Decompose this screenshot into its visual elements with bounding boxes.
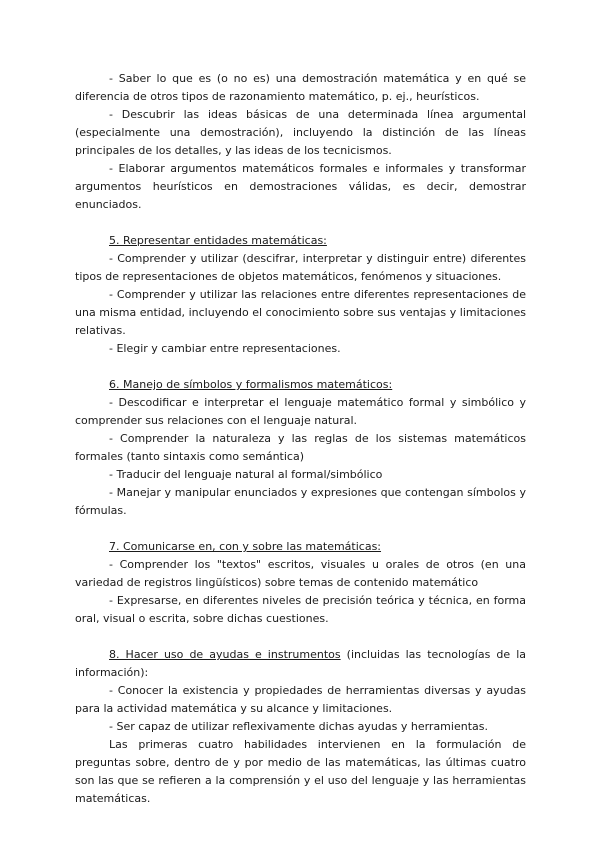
section-7-item: - Expresarse, en diferentes niveles de precisión teórica y técnica, en forma oral, visual o escrita, sobre dichas cuestiones. (75, 594, 526, 625)
intro-item: - Saber lo que es (o no es) una demostración matemática y en qué se diferencia de otros tipos de razonamiento matemático, p. ej., heurísticos. (75, 72, 526, 103)
closing-paragraph: Las primeras cuatro habilidades intervienen en la formulación de preguntas sobre, dentro de y por medio de las matemáticas, las últimas cuatro son las que se refieren a la comprensión y el uso del lenguaje y las herramientas matemáticas. (75, 738, 526, 805)
intro-item: - Descubrir las ideas básicas de una determinada línea argumental (especialmente una demostración), incluyendo la distinción de las líneas principales de los detalles, y las ideas de los tecnicismos. (75, 108, 526, 157)
section-5-heading: 5. Representar entidades matemáticas: (109, 234, 327, 247)
intro-item: - Elaborar argumentos matemáticos formales e informales y transformar argumentos heurísticos en demostraciones válidas, es decir, demostrar enunciados. (75, 162, 526, 211)
section-8-item: - Ser capaz de utilizar reflexivamente dichas ayudas y herramientas. (109, 720, 488, 733)
section-8-heading: 8. Hacer uso de ayudas e instrumentos (109, 648, 341, 661)
section-6-item: - Manejar y manipular enunciados y expresiones que contengan símbolos y fórmulas. (75, 486, 526, 517)
section-5-item: - Elegir y cambiar entre representaciones. (109, 342, 341, 355)
section-5-item: - Comprender y utilizar (descifrar, interpretar y distinguir entre) diferentes tipos de representaciones de objetos matemáticos, fenómenos y situaciones. (75, 252, 526, 283)
section-6-heading: 6. Manejo de símbolos y formalismos matemáticos: (109, 378, 393, 391)
section-5-item: - Comprender y utilizar las relaciones entre diferentes representaciones de una misma entidad, incluyendo el conocimiento sobre sus ventajas y limitaciones relativas. (75, 288, 526, 337)
section-7-heading: 7. Comunicarse en, con y sobre las matemáticas: (109, 540, 382, 553)
section-6-item: - Comprender la naturaleza y las reglas de los sistemas matemáticos formales (tanto sintaxis como semántica) (75, 432, 526, 463)
section-8-heading-line (75, 646, 526, 682)
section-7-heading-line (75, 538, 526, 556)
section-5-heading-line (75, 232, 526, 250)
document-page (75, 70, 526, 808)
section-6-item: - Traducir del lenguaje natural al formal/simbólico (109, 468, 383, 481)
section-6-item: - Descodificar e interpretar el lenguaje matemático formal y simbólico y comprender sus relaciones con el lenguaje natural. (75, 396, 526, 427)
section-8-item: - Conocer la existencia y propiedades de herramientas diversas y ayudas para la actividad matemática y su alcance y limitaciones. (75, 684, 526, 715)
section-6-heading-line (75, 376, 526, 394)
section-8-heading-suffix: (incluidas las tecnologías de la información): (75, 648, 526, 679)
section-7-item: - Comprender los "textos" escritos, visuales u orales de otros (en una variedad de registros lingüísticos) sobre temas de contenido matemático (75, 558, 526, 589)
